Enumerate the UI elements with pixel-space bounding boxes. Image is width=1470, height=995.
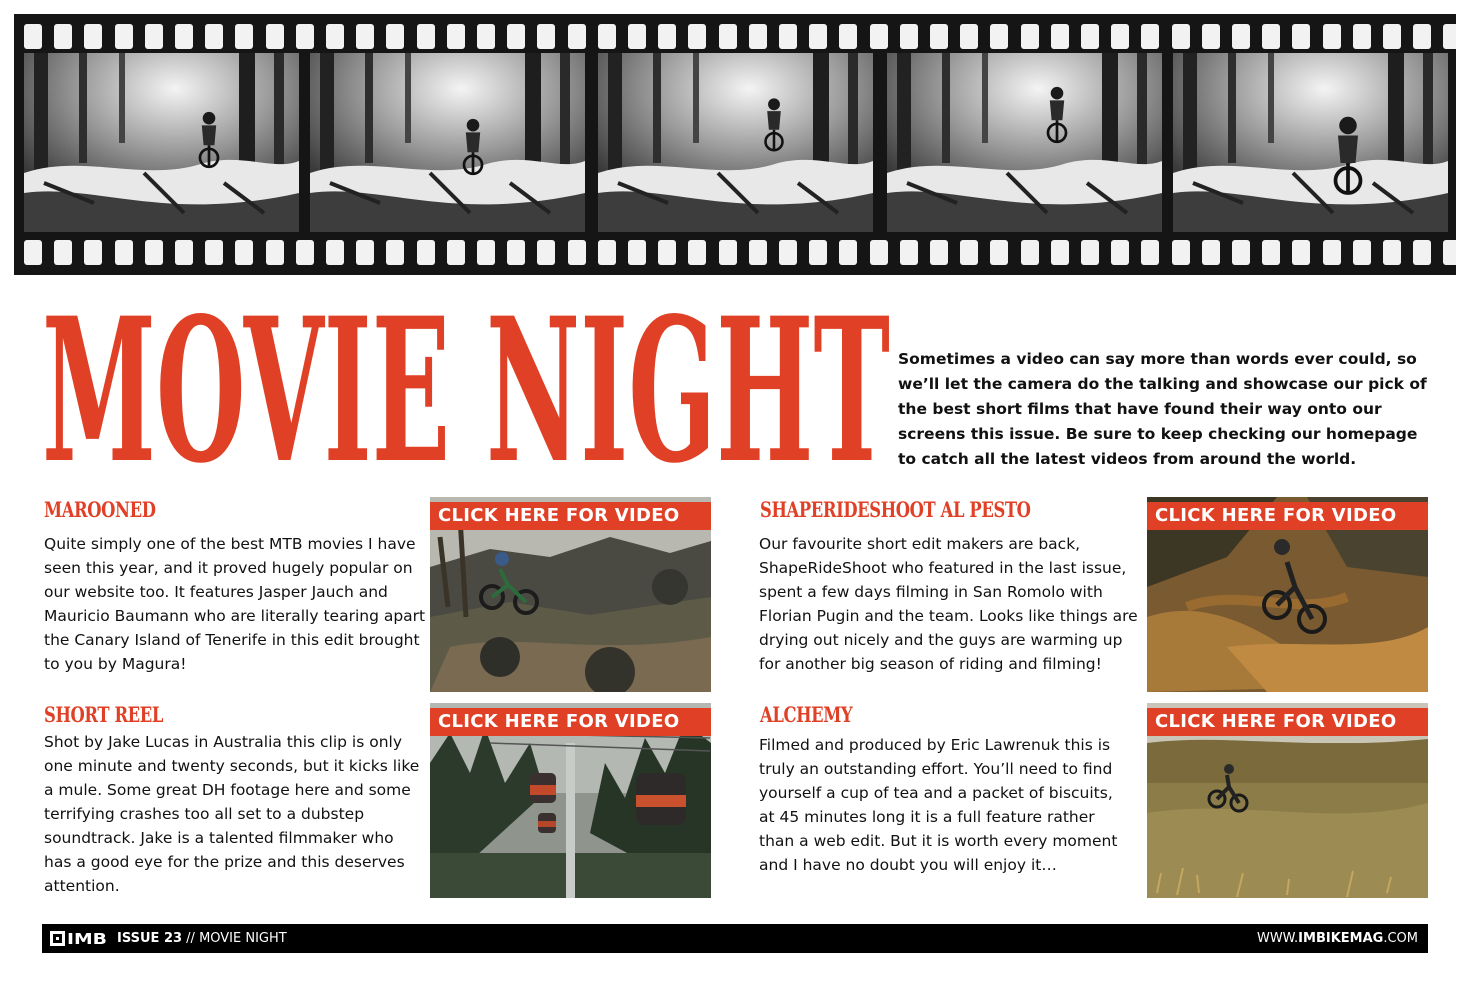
film-hole xyxy=(960,240,978,265)
film-hole xyxy=(417,240,435,265)
film-perforations-top xyxy=(14,24,1456,50)
article-title-shaperideshoot: SHAPERIDESHOOT AL PESTO xyxy=(760,497,1031,522)
film-frame-5 xyxy=(1173,53,1448,232)
video-link-marooned[interactable]: CLICK HERE FOR VIDEO xyxy=(430,502,711,530)
film-hole xyxy=(779,24,797,49)
film-hole xyxy=(749,24,767,49)
film-hole xyxy=(205,24,223,49)
film-hole xyxy=(356,24,374,49)
film-hole xyxy=(628,24,646,49)
film-hole xyxy=(1413,24,1431,49)
film-hole xyxy=(356,240,374,265)
film-hole xyxy=(1141,240,1159,265)
film-hole xyxy=(1413,240,1431,265)
film-hole xyxy=(1262,240,1280,265)
film-hole xyxy=(145,240,163,265)
film-hole xyxy=(900,24,918,49)
film-hole xyxy=(326,24,344,49)
film-hole xyxy=(477,240,495,265)
film-hole xyxy=(1202,24,1220,49)
film-hole xyxy=(1292,24,1310,49)
video-thumbnail-marooned[interactable] xyxy=(430,497,711,692)
film-hole xyxy=(115,240,133,265)
film-hole xyxy=(1111,240,1129,265)
film-hole xyxy=(115,24,133,49)
video-thumbnail-shaperideshoot[interactable] xyxy=(1147,497,1428,692)
film-hole xyxy=(447,24,465,49)
video-link-alchemy[interactable]: CLICK HERE FOR VIDEO xyxy=(1147,708,1428,736)
film-hole xyxy=(1021,24,1039,49)
website-link[interactable] xyxy=(1257,924,1418,953)
film-hole xyxy=(1111,24,1129,49)
film-hole xyxy=(296,240,314,265)
issue-section: // MOVIE NIGHT xyxy=(182,931,287,946)
film-hole xyxy=(870,24,888,49)
film-hole xyxy=(175,240,193,265)
film-hole xyxy=(537,240,555,265)
video-link-short-reel[interactable]: CLICK HERE FOR VIDEO xyxy=(430,708,711,736)
film-hole xyxy=(1172,240,1190,265)
film-hole xyxy=(507,240,525,265)
film-hole xyxy=(1383,24,1401,49)
article-title-marooned: MAROONED xyxy=(44,497,156,522)
film-hole xyxy=(658,24,676,49)
film-hole xyxy=(296,24,314,49)
film-hole xyxy=(598,240,616,265)
film-hole xyxy=(266,24,284,49)
film-hole xyxy=(870,240,888,265)
film-hole xyxy=(24,24,42,49)
film-hole xyxy=(417,24,435,49)
film-hole xyxy=(54,240,72,265)
film-hole xyxy=(1081,24,1099,49)
film-hole xyxy=(930,240,948,265)
footer-bar xyxy=(42,924,1428,953)
page-title xyxy=(40,282,895,472)
film-hole xyxy=(688,24,706,49)
film-hole xyxy=(1292,240,1310,265)
film-hole xyxy=(719,240,737,265)
issue-number: ISSUE 23 xyxy=(117,931,183,946)
film-hole xyxy=(175,24,193,49)
film-hole xyxy=(809,240,827,265)
film-hole xyxy=(960,24,978,49)
film-hole xyxy=(1081,240,1099,265)
film-hole xyxy=(1051,240,1069,265)
article-body-alchemy: Filmed and produced by Eric Lawrenuk this is truly an outstanding effort. You’ll need to find yourself a cup of tea and a packet of biscuits, at 45 minutes long it is a full feature rather than a web edit. But it is worth every moment and I have no doubt you will enjoy it… xyxy=(759,736,1118,874)
film-hole xyxy=(84,240,102,265)
intro-text: Sometimes a video can say more than words ever could, so we’ll let the camera do the talking and showcase our pick of the best short films that have found their way onto our screens this issue. Be sure to keep checking our homepage to catch all the latest videos from around the world. xyxy=(898,350,1427,468)
article-body-marooned: Quite simply one of the best MTB movies I have seen this year, and it proved hugely popular on our website too. It features Jasper Jauch and Mauricio Baumann who are literally tearing apart the Canary Island of Tenerife in this edit brought to you by Magura! xyxy=(44,535,426,673)
film-hole xyxy=(990,240,1008,265)
film-hole xyxy=(205,240,223,265)
film-hole xyxy=(900,240,918,265)
film-hole xyxy=(24,240,42,265)
film-hole xyxy=(1323,240,1341,265)
film-hole xyxy=(235,240,253,265)
film-hole xyxy=(1383,240,1401,265)
film-hole xyxy=(1353,240,1371,265)
film-hole xyxy=(568,240,586,265)
film-hole xyxy=(598,24,616,49)
video-thumbnail-short-reel[interactable] xyxy=(430,703,711,898)
film-hole xyxy=(749,240,767,265)
film-hole xyxy=(719,24,737,49)
film-hole xyxy=(386,24,404,49)
page-title-text: MOVIE NIGHT xyxy=(42,282,890,472)
url-suffix: .COM xyxy=(1383,931,1418,946)
video-thumbnail-alchemy[interactable] xyxy=(1147,703,1428,898)
article-title-short-reel: SHORT REEL xyxy=(44,702,163,727)
issue-label xyxy=(117,924,287,953)
article-title-alchemy: ALCHEMY xyxy=(760,702,853,727)
film-hole xyxy=(1443,24,1456,49)
film-hole xyxy=(839,24,857,49)
film-frame-1 xyxy=(24,53,299,232)
film-frame-2 xyxy=(310,53,585,232)
film-hole xyxy=(809,24,827,49)
url-brand: IMBIKEMAG xyxy=(1298,931,1384,946)
film-strip-banner xyxy=(14,14,1456,275)
film-hole xyxy=(235,24,253,49)
film-hole xyxy=(568,24,586,49)
film-hole xyxy=(386,240,404,265)
film-frame-3 xyxy=(598,53,873,232)
imb-logo-text: IMB xyxy=(67,931,107,946)
film-hole xyxy=(930,24,948,49)
film-hole xyxy=(54,24,72,49)
article-body-shaperideshoot: Our favourite short edit makers are back, ShapeRideShoot who featured in the last issue, spent a few days filming in San Romolo with Florian Pugin and the team. Looks like things are drying out nicely and the guys are warming up for another big season of riding and filming! xyxy=(759,535,1138,673)
film-hole xyxy=(1021,240,1039,265)
film-hole xyxy=(1323,24,1341,49)
film-hole xyxy=(266,240,284,265)
film-hole xyxy=(507,24,525,49)
film-frame-4 xyxy=(887,53,1162,232)
film-hole xyxy=(1262,24,1280,49)
film-hole xyxy=(1443,240,1456,265)
film-hole xyxy=(477,24,495,49)
url-prefix: WWW. xyxy=(1256,931,1299,946)
article-body-short-reel: Shot by Jake Lucas in Australia this clip is only one minute and twenty seconds, but it kicks like a mule. Some great DH footage here and some terrifying crashes too all set to a dubstep soundtrack. Jake is a talented filmmaker who has a good eye for the prize and this deserves attention. xyxy=(44,733,420,895)
film-hole xyxy=(839,240,857,265)
film-hole xyxy=(1232,24,1250,49)
film-hole xyxy=(628,240,646,265)
imb-logo xyxy=(50,931,108,946)
film-hole xyxy=(1051,24,1069,49)
film-hole xyxy=(779,240,797,265)
film-hole xyxy=(84,24,102,49)
film-hole xyxy=(1202,240,1220,265)
film-hole xyxy=(145,24,163,49)
film-hole xyxy=(537,24,555,49)
film-hole xyxy=(658,240,676,265)
film-hole xyxy=(688,240,706,265)
film-hole xyxy=(447,240,465,265)
film-perforations-bottom xyxy=(14,240,1456,266)
film-hole xyxy=(326,240,344,265)
film-hole xyxy=(1353,24,1371,49)
film-hole xyxy=(1141,24,1159,49)
film-hole xyxy=(990,24,1008,49)
film-hole xyxy=(1232,240,1250,265)
film-hole xyxy=(1172,24,1190,49)
video-link-shaperideshoot[interactable]: CLICK HERE FOR VIDEO xyxy=(1147,502,1428,530)
